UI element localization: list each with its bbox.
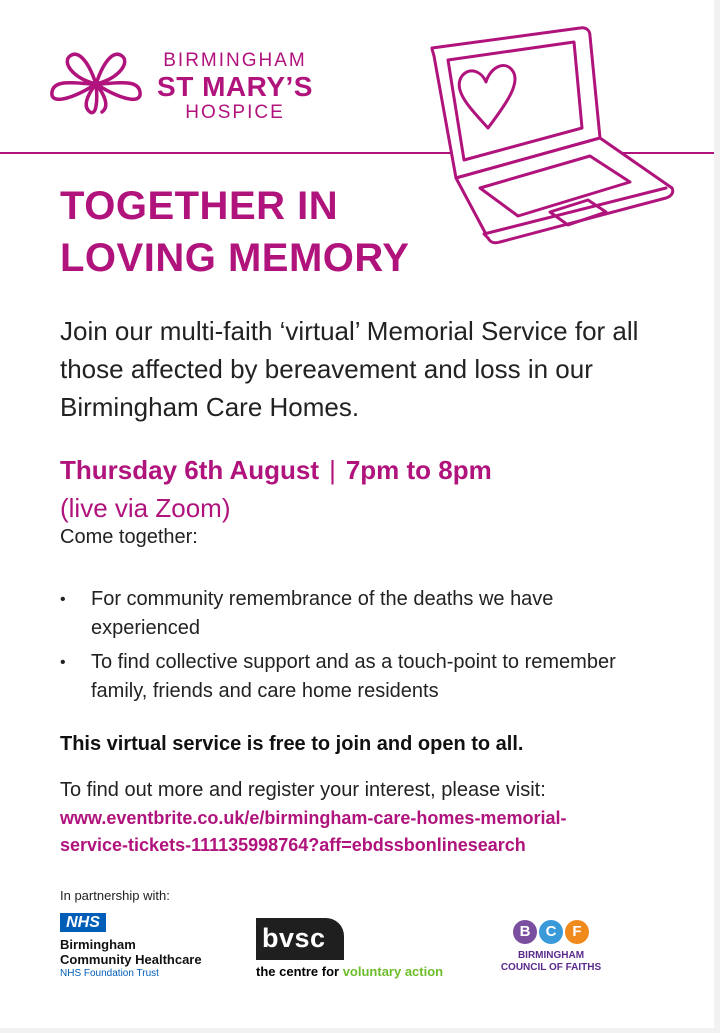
hospice-logo-text: [150, 50, 320, 124]
bcf-line-1: BIRMINGHAM: [517, 950, 585, 961]
nhs-trust-name: [60, 937, 202, 980]
nhs-logo: NHS: [60, 913, 106, 932]
nhs-line-3: NHS Foundation Trust: [60, 968, 159, 979]
come-together-heading: Come together:: [60, 526, 198, 548]
logo-line-2: ST MARY’S: [157, 71, 313, 102]
link-line-2[interactable]: service-tickets-111135998764?aff=ebdssbonlinesearch: [60, 835, 526, 855]
event-time: 7pm to 8pm: [345, 455, 492, 485]
title-line-2: LOVING MEMORY: [60, 236, 410, 280]
datetime-separator: |: [329, 455, 336, 485]
page-title: [60, 180, 409, 284]
bvsc-tagline: [256, 964, 443, 979]
come-together-list: [60, 585, 620, 711]
laptop-heart-icon: [420, 20, 690, 250]
list-item-text: To find collective support and as a touch-point to remember family, friends and care home residents: [91, 651, 616, 702]
bcf-circle-b: B: [513, 920, 537, 944]
eventbrite-link[interactable]: [60, 805, 680, 859]
butterfly-logo-icon: [48, 48, 144, 120]
free-notice: This virtual service is free to join and open to all.: [60, 733, 524, 755]
title-line-1: TOGETHER IN: [60, 184, 339, 228]
nhs-line-1: Birmingham: [60, 937, 136, 952]
logo-line-3: HOSPICE: [185, 102, 285, 123]
event-platform: (live via Zoom): [60, 493, 231, 523]
nhs-line-2: Community Healthcare: [60, 952, 202, 967]
bvsc-tag-part-2: voluntary action: [342, 964, 444, 979]
find-out-text: To find out more and register your interest, please visit:: [60, 779, 546, 801]
bvsc-logo: [256, 918, 444, 979]
list-item: [60, 648, 620, 706]
bvsc-badge: [256, 918, 344, 960]
logo-line-1: BIRMINGHAM: [163, 50, 307, 71]
intro-text: Join our multi-faith ‘virtual’ Memorial Service for all those affected by bereavement and loss in our Birmingham Care Homes.: [60, 316, 639, 422]
list-item-text: For community remembrance of the deaths we have experienced: [91, 588, 554, 639]
bcf-line-2: COUNCIL OF FAITHS: [500, 962, 602, 973]
bvsc-word: bvsc: [262, 923, 326, 953]
event-datetime: [60, 452, 492, 488]
bvsc-tag-part-1: the centre for: [256, 964, 340, 979]
bcf-circles: [491, 920, 611, 944]
bcf-logo: [491, 920, 611, 974]
event-date: Thursday 6th August: [60, 455, 320, 485]
partnership-heading: In partnership with:: [60, 888, 170, 903]
link-line-1[interactable]: www.eventbrite.co.uk/e/birmingham-care-homes-memorial-: [60, 808, 567, 828]
list-item: [60, 585, 620, 643]
bcf-circle-c: C: [539, 920, 563, 944]
bullet-icon: •: [60, 591, 66, 608]
bullet-icon: •: [60, 654, 66, 671]
bcf-circle-f: F: [565, 920, 589, 944]
